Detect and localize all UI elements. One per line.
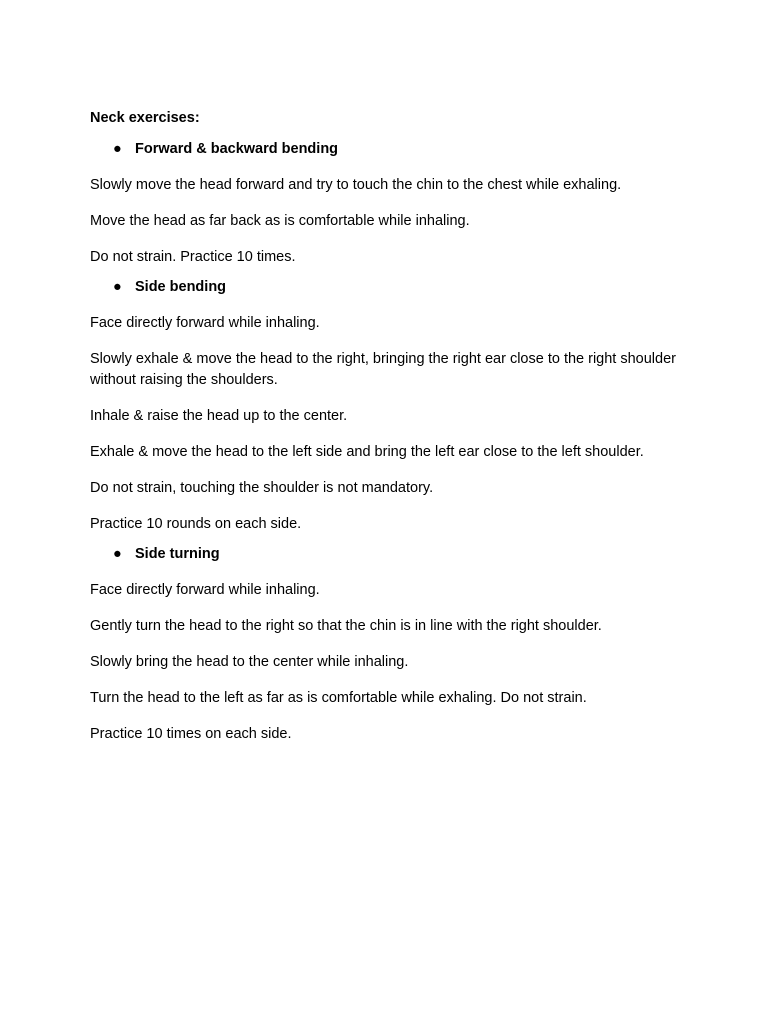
paragraph: Slowly exhale & move the head to the right, bringing the right ear close to the right shoulder without raising the shoulders. [90, 351, 676, 388]
bullet-icon: ● [113, 141, 122, 157]
paragraph: Face directly forward while inhaling. [90, 315, 320, 331]
paragraph: Slowly bring the head to the center while inhaling. [90, 654, 409, 670]
paragraph: Inhale & raise the head up to the center. [90, 408, 348, 424]
section-title-label: Forward & backward bending [135, 141, 339, 157]
paragraph: Slowly move the head forward and try to touch the chin to the chest while exhaling. [90, 177, 622, 193]
bullet-icon: ● [113, 546, 122, 562]
section-title-label: Side bending [135, 279, 227, 295]
paragraph: Do not strain, touching the shoulder is not mandatory. [90, 480, 434, 496]
paragraph: Exhale & move the head to the left side and bring the left ear close to the left shoulder. [90, 444, 644, 460]
section-title-side-bending [90, 277, 680, 298]
paragraph: Practice 10 rounds on each side. [90, 516, 302, 532]
section-title-side-turning [90, 544, 680, 565]
document-body [90, 108, 680, 760]
paragraph: Do not strain. Practice 10 times. [90, 249, 296, 265]
bullet-icon: ● [113, 279, 122, 295]
paragraph: Gently turn the head to the right so that the chin is in line with the right shoulder. [90, 618, 602, 634]
paragraph: Practice 10 times on each side. [90, 726, 292, 742]
document-heading: Neck exercises: [90, 110, 200, 126]
paragraph: Turn the head to the left as far as is comfortable while exhaling. Do not strain. [90, 690, 587, 706]
paragraph: Move the head as far back as is comfortable while inhaling. [90, 213, 470, 229]
section-title-forward-backward-bending [90, 139, 680, 160]
paragraph: Face directly forward while inhaling. [90, 582, 320, 598]
section-title-label: Side turning [135, 546, 220, 562]
